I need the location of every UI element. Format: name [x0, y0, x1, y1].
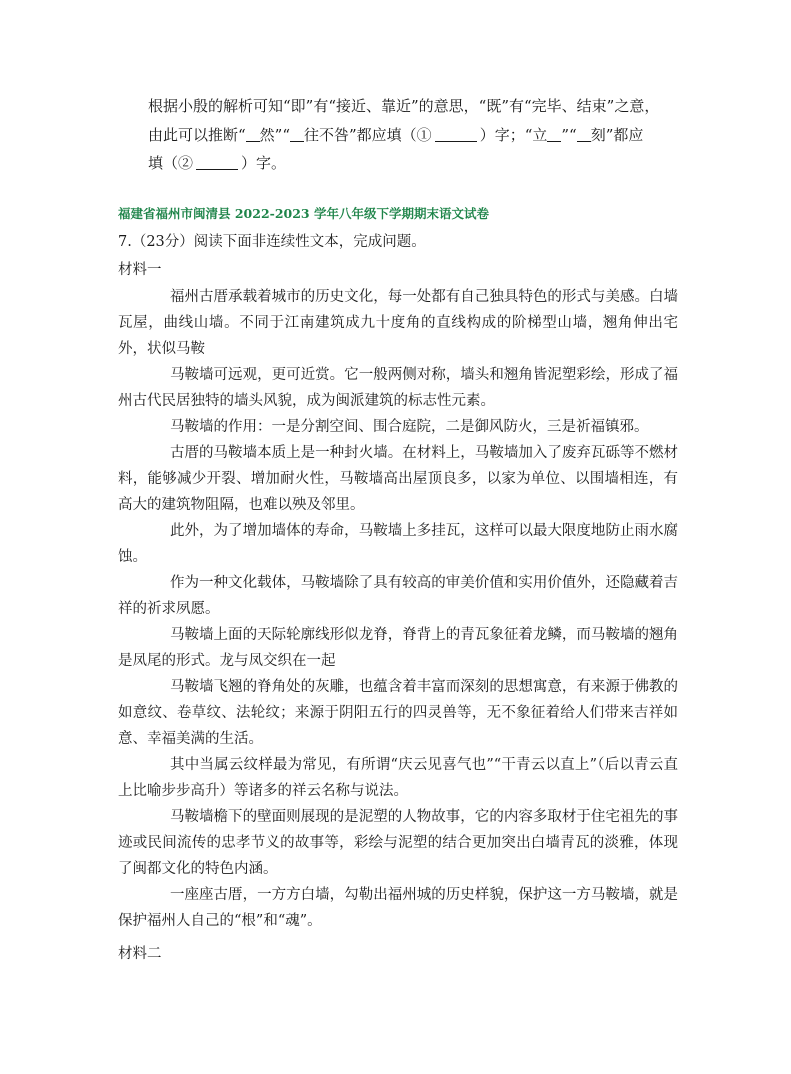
paragraph: 马鞍墙檐下的壁面则展现的是泥塑的人物故事，它的内容多取材于住宅祖先的事迹或民间流传的忠孝节义的故事等，彩绘与泥塑的结合更加突出白墙青瓦的淡雅，体现了闽都文化的特色内涵。: [118, 809, 678, 877]
material-1-label: 材料一: [118, 262, 162, 278]
intro-line-1: [148, 92, 688, 121]
paragraph: 其中当属云纹样最为常见，有所谓“庆云见喜气也”“干青云以直上”（后以青云直上比喻步步高升）等诸多的祥云名称与说法。: [118, 757, 678, 799]
intro-text: 然”“: [259, 125, 291, 144]
paragraph: 作为一种文化载体，马鞍墙除了具有较高的审美价值和实用价值外，还隐藏着吉祥的祈求夙愿。: [118, 575, 678, 617]
intro-text: ）字。: [241, 154, 287, 172]
material-1-body: [118, 284, 678, 934]
intro-text: 往不咎”都应填（①: [304, 125, 432, 144]
paragraph: 马鞍墙上面的天际轮廓线形似龙脊，脊背上的青瓦象征着龙鳞，而马鞍墙的翘角是凤尾的形式。龙与凤交织在一起: [118, 627, 678, 669]
blank-short: [577, 127, 591, 142]
blank-short: [290, 127, 304, 142]
blank-short: [246, 127, 260, 142]
blank-short: [547, 127, 561, 142]
paragraph: 马鞍墙可远观，更可近赏。它一般两侧对称，墙头和翘角皆泥塑彩绘，形成了福州古代民居独特的墙头风貌，成为闽派建筑的标志性元素。: [118, 367, 678, 409]
paragraph: 福州古厝承载着城市的历史文化，每一处都有自己独具特色的形式与美感。白墙瓦屋，曲线山墙。不同于江南建筑成九十度角的直线构成的阶梯型山墙，翘角伸出宅外，状似马鞍: [118, 289, 678, 357]
exam-source-title: 福建省福州市闽清县 2022-2023 学年八年级下学期期末语文试卷: [118, 206, 489, 221]
intro-paragraph: [148, 92, 688, 178]
paragraph: 马鞍墙飞翘的脊角处的灰雕，也蕴含着丰富而深刻的思想寓意，有来源于佛教的如意纹、卷草纹、法轮纹；来源于阴阳五行的四灵兽等，无不象征着给人们带来吉祥如意、幸福美满的生活。: [118, 679, 678, 747]
paragraph: 一座座古厝，一方方白墙，勾勒出福州城的历史样貌，保护这一方马鞍墙，就是保护福州人自己的“根”和“魂”。: [118, 887, 678, 929]
paragraph: 古厝的马鞍墙本质上是一种封火墙。在材料上，马鞍墙加入了废弃瓦砾等不燃材料，能够减少开裂、增加耐火性，马鞍墙高出屋顶良多，以家为单位、以围墙相连，有高大的建筑物阻隔，也难以殃及邻里。: [118, 445, 678, 513]
answer-blank-2: [196, 155, 238, 170]
question-heading: 7.（23分）阅读下面非连续性文本，完成问题。: [118, 234, 426, 250]
paragraph: 此外，为了增加墙体的寿命，马鞍墙上多挂瓦，这样可以最大限度地防止雨水腐蚀。: [118, 523, 678, 565]
material-2-label: 材料二: [118, 946, 162, 962]
intro-text: 刻”都应: [590, 125, 644, 144]
intro-line-1-text: 根据小殷的解析可知“即”有“接近、靠近”的意思，“既”有“完毕、结束”之意，: [148, 97, 660, 115]
intro-text: ”“: [561, 125, 577, 144]
intro-line-2: [148, 121, 688, 150]
intro-text: ）字；“立: [479, 125, 548, 144]
paragraph: 马鞍墙的作用：一是分割空间、围合庭院，二是御风防火，三是祈福镇邪。: [170, 419, 649, 435]
intro-text: 由此可以推断“: [148, 125, 246, 144]
answer-blank-1: [435, 127, 477, 142]
intro-line-3: [148, 149, 688, 178]
intro-text: 填（②: [148, 154, 194, 172]
